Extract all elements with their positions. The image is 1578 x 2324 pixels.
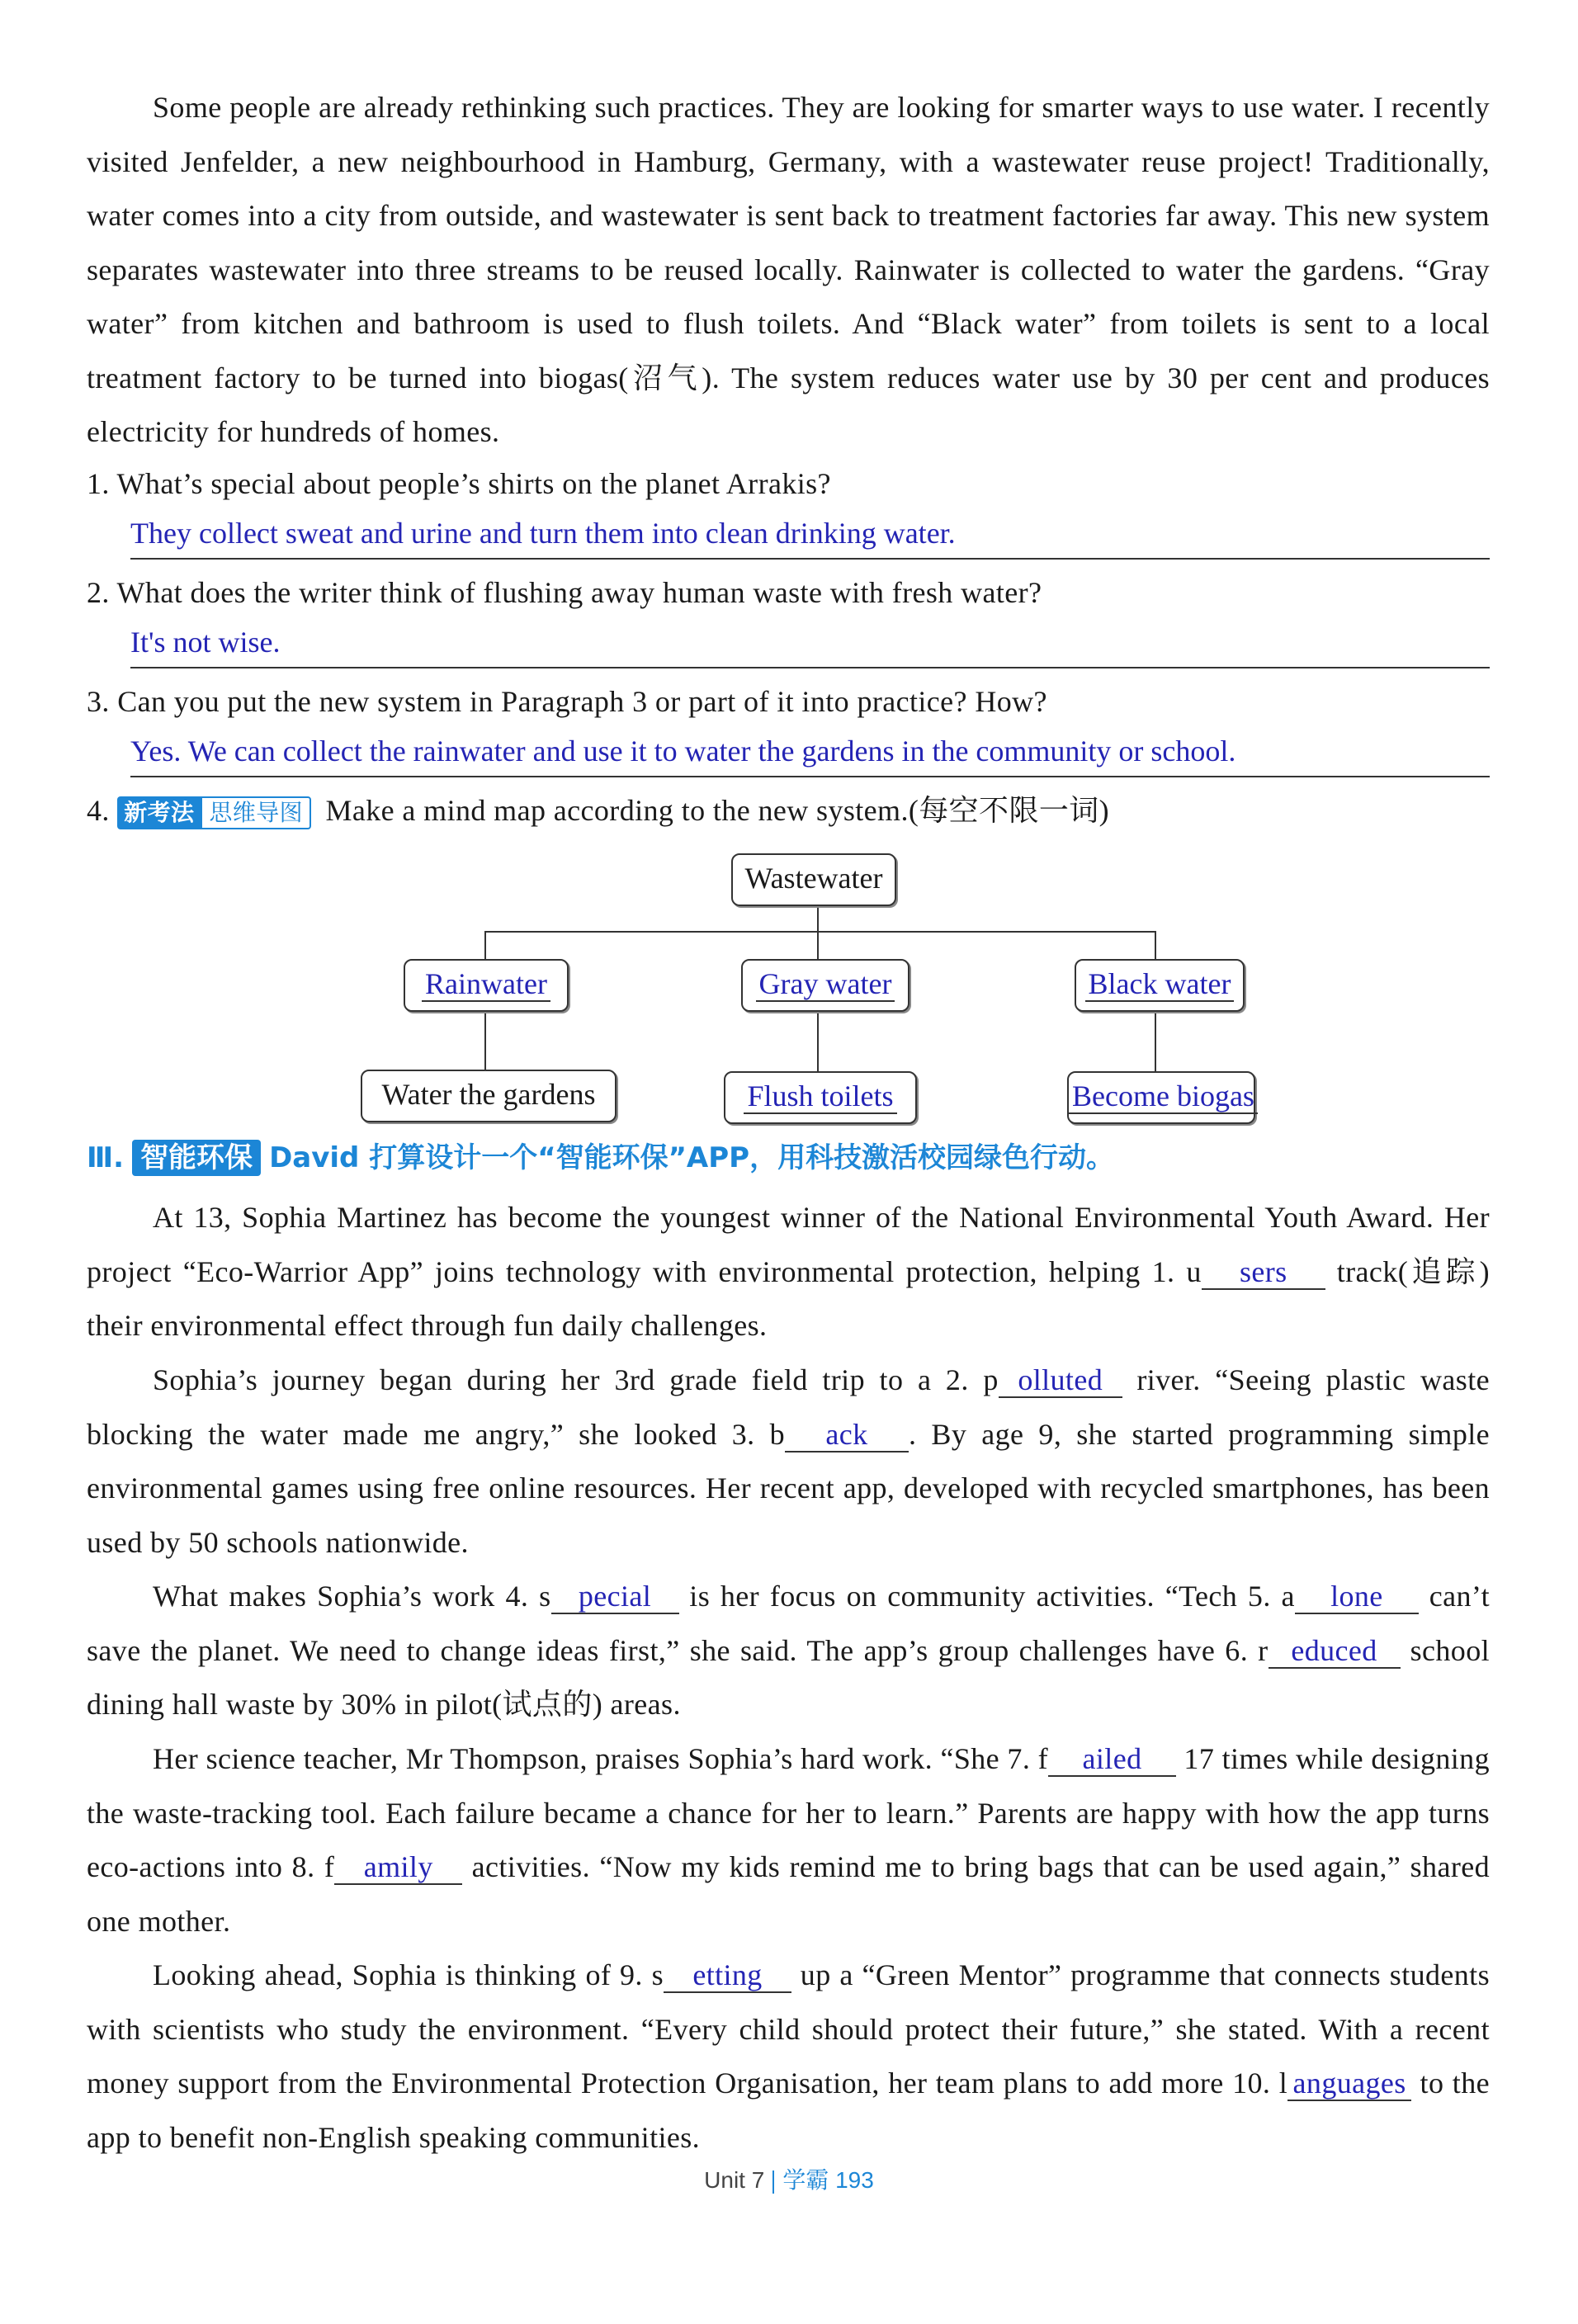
section-3-heading [87,1137,1114,1179]
text-segment: river. “Seeing plastic waste blocking the water made me angry,” she looked 3. b [87,1363,1490,1451]
footer-brand: 学霸 [782,2167,829,2193]
footer-unit: Unit 7 [704,2167,765,2193]
connector-line [484,931,486,961]
mind-map-tag: 思维导图 [201,796,311,829]
blank-3[interactable]: ack [785,1418,909,1452]
answer-1[interactable]: They collect sweat and urine and turn them into clean drinking water. [130,510,1490,560]
section-tag: 智能环保 [132,1140,261,1176]
text-segment: track(追踪) their environmental effect through fun daily challenges. [87,1254,1490,1342]
text-segment: up a “Green Mentor” programme that connects students with scientists who study the environment. “Every child should protect their future,” she stated. With a recent money support from the Environmental Protection Organisation, her team plans to add more 10. l [87,1958,1490,2100]
question-4 [87,791,1490,830]
connector-line [1155,931,1156,961]
node-black-water[interactable] [1075,959,1245,1012]
blank-2[interactable]: olluted [999,1363,1122,1398]
text-segment: What makes Sophia’s work 4. s [153,1580,551,1613]
text-segment: is her focus on community activities. “Tech 5. a [678,1580,1295,1613]
intro-paragraph: Some people are already rethinking such practices. They are looking for smarter ways to use water. I recently visited Jenfelder, a new neighbourhood in Hamburg, Germany, with a wastewater reuse project! Traditionally, water comes into a city from outside, and wastewater is sent back to treatment factories far away. This new system separates wastewater into three streams to be reused locally. Rainwater is collected to water the gardens. “Gray water” from kitchen and bathroom is used to flush toilets. And “Black water” from toilets is sent to a local treatment factory to be turned into biogas(沼气). The system reduces water use by 30 per cent and produces electricity for hundreds of homes. [87,91,1490,448]
node-gray-water[interactable] [741,959,909,1012]
blank-6[interactable]: educed [1269,1634,1401,1669]
text-segment: school dining hall waste by 30% in pilot(试点的) areas. [87,1633,1490,1721]
text-segment: 17 times while designing the waste-tracking tool. Each failure became a chance for her to learn.” Parents are happy with how the app turns eco-actions into 8. f [87,1742,1490,1883]
node-become-biogas-label: Become biogas [1069,1079,1258,1114]
question-1: 1. What’s special about people’s shirts on the planet Arrakis? [87,467,831,500]
passage-paragraph-3 [87,1570,1490,1732]
node-rainwater-label: Rainwater [422,967,550,1002]
page-number: 193 [835,2167,874,2193]
text-segment: can’t save the planet. We need to change ideas first,” she said. The app’s group challenges have 6. r [87,1580,1490,1667]
passage-paragraph-1 [87,1191,1490,1353]
text-segment: Sophia’s journey began during her 3rd grade field trip to a 2. p [153,1363,999,1396]
blank-8[interactable]: amily [334,1850,462,1885]
question-3: 3. Can you put the new system in Paragraph 3 or part of it into practice? How? [87,685,1047,718]
connector-line [817,1008,819,1075]
text-segment: Her science teacher, Mr Thompson, praises Sophia’s hard work. “She 7. f [153,1742,1049,1775]
section-number: Ⅲ. [87,1141,125,1174]
text-segment: to the app to benefit non-English speaking communities. [87,2067,1490,2154]
blank-10[interactable]: anguages [1287,2067,1411,2101]
answer-2[interactable]: It's not wise. [130,619,1490,668]
new-method-tag: 新考法 [117,796,201,829]
text-segment: activities. “Now my kids remind me to bring bags that can be used again,” shared one mother. [87,1850,1490,1938]
connector-line [484,931,1156,933]
node-rainwater[interactable] [404,959,569,1012]
blank-5[interactable]: lone [1295,1580,1419,1614]
page-footer [0,2162,1578,2195]
connector-line [1155,1008,1156,1075]
node-root: Wastewater [731,853,896,906]
node-gray-water-label: Gray water [756,967,895,1002]
question-2: 2. What does the writer think of flushing away human waste with fresh water? [87,576,1042,609]
answer-3[interactable]: Yes. We can collect the rainwater and use it to water the gardens in the community or school. [130,728,1490,777]
text-segment: At 13, Sophia Martinez has become the youngest winner of the National Environmental Youth Award. Her project “Eco-Warrior App” joins technology with environmental protection, helping 1. u [87,1201,1490,1288]
connector-line [484,1008,486,1075]
text-segment: . By age 9, she started programming simple environmental games using free online resources. Her recent app, developed with recycled smartphones, has been used by 50 schools nationwide. [87,1417,1490,1559]
passage-paragraph-2 [87,1353,1490,1570]
section-title: David 打算设计一个“智能环保”APP，用科技激活校园绿色行动。 [269,1141,1115,1174]
node-water-gardens: Water the gardens [361,1070,617,1122]
connector-line [817,931,819,961]
passage-paragraph-4 [87,1732,1490,1948]
connector-line [817,903,819,933]
text-segment: Looking ahead, Sophia is thinking of 9. s [153,1958,664,1991]
blank-7[interactable]: ailed [1048,1742,1176,1777]
node-become-biogas[interactable] [1067,1071,1255,1124]
footer-separator [772,2170,774,2194]
blank-9[interactable]: etting [664,1958,791,1993]
node-flush-toilets-label: Flush toilets [744,1079,896,1114]
node-black-water-label: Black water [1085,967,1235,1002]
question-4-text: Make a mind map according to the new system.(每空不限一词) [325,794,1110,827]
question-4-number: 4. [87,794,110,827]
blank-4[interactable]: pecial [551,1580,679,1614]
blank-1[interactable]: sers [1202,1255,1325,1290]
passage-paragraph-5 [87,1948,1490,2165]
node-flush-toilets[interactable] [724,1071,917,1124]
